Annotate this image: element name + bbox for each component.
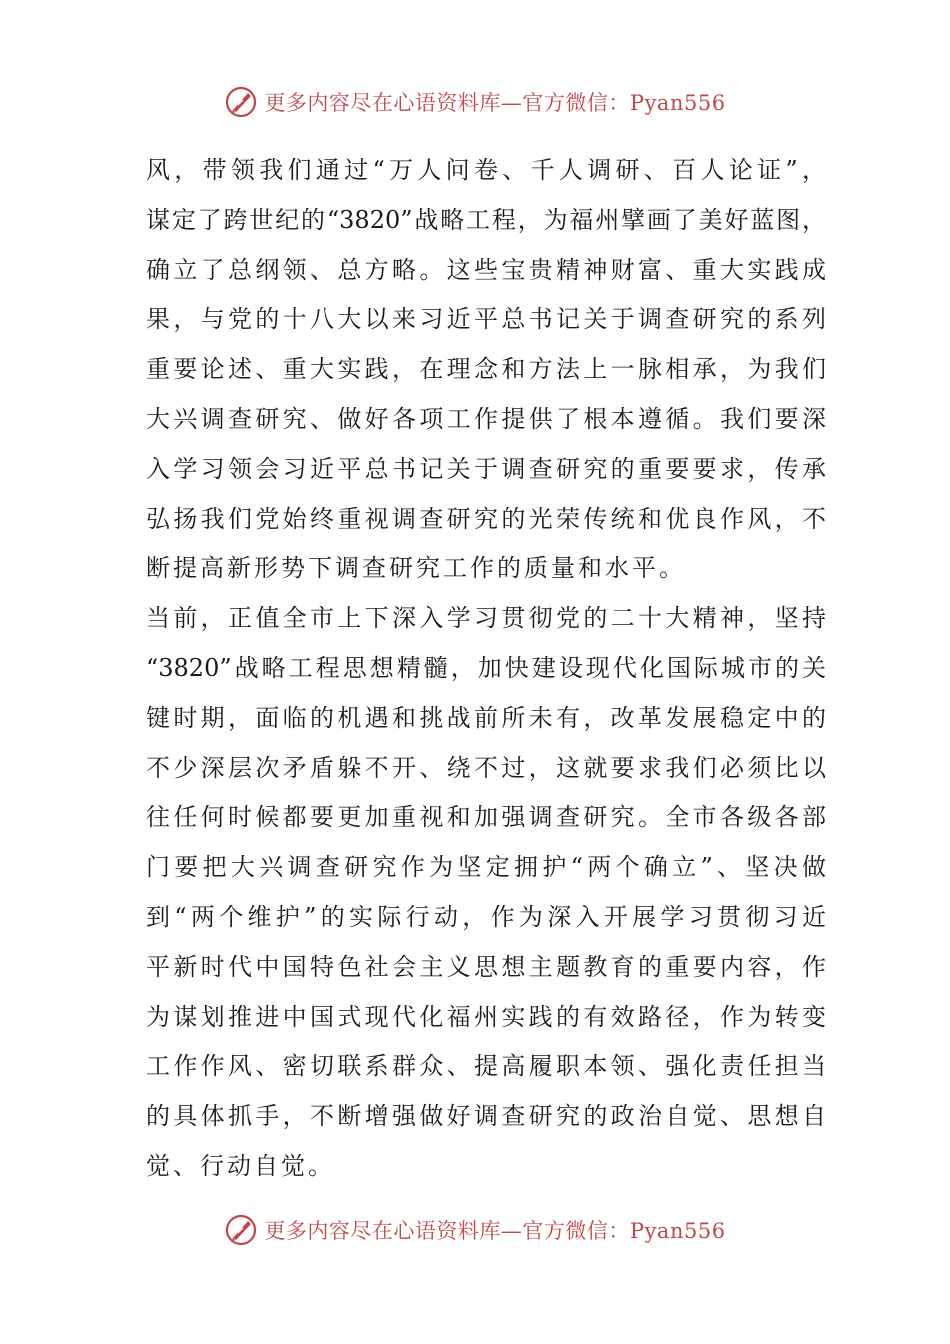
body-line: 当前，正值全市上下深入学习贯彻党的二十大精神，坚持 (146, 604, 826, 633)
body-line: 果，与党的十八大以来习近平总书记关于调查研究的系列 (146, 305, 826, 334)
body-line: 入学习领会习近平总书记关于调查研究的重要要求，传承 (146, 454, 826, 483)
body-line: 风，带领我们通过“万人问卷、千人调研、百人论证”， (146, 156, 826, 184)
body-line: 觉、行动自觉。 (146, 1151, 335, 1180)
body-line: 不少深层次矛盾躲不开、绕不过，这就要求我们必须比以 (146, 753, 826, 782)
body-line: 工作作风、密切联系群众、提高履职本领、强化责任担当 (146, 1052, 826, 1081)
footer-banner (0, 1208, 950, 1252)
body-line: 往任何时候都要更加重视和加强调查研究。全市各级各部 (146, 803, 826, 832)
document-body (146, 146, 826, 1192)
body-line: 大兴调查研究、做好各项工作提供了根本遵循。我们要深 (146, 404, 826, 433)
body-line: 门要把大兴调查研究作为坚定拥护“两个确立”、坚决做 (146, 853, 826, 882)
body-line: 重要论述、重大实践，在理念和方法上一脉相承，为我们 (146, 355, 826, 384)
body-line: 的具体抓手，不断增强做好调查研究的政治自觉、思想自 (146, 1102, 826, 1131)
quill-pen-seal-icon (224, 85, 258, 119)
body-line: 为谋划推进中国式现代化福州实践的有效路径，作为转变 (146, 1002, 826, 1031)
header-banner (0, 80, 950, 124)
banner-text: 更多内容尽在心语资料库—官方微信：Pyan556 (264, 1219, 726, 1243)
body-line: 弘扬我们党始终重视调查研究的光荣传统和优良作风，不 (146, 504, 826, 533)
body-line: 确立了总纲领、总方略。这些宝贵精神财富、重大实践成 (146, 255, 826, 284)
body-line: “3820”战略工程思想精髓，加快建设现代化国际城市的关 (146, 653, 826, 682)
banner-text: 更多内容尽在心语资料库—官方微信：Pyan556 (264, 91, 726, 115)
body-line: 断提高新形势下调查研究工作的质量和水平。 (146, 554, 686, 583)
body-line: 到“两个维护”的实际行动，作为深入开展学习贯彻习近 (146, 902, 826, 931)
body-line: 键时期，面临的机遇和挑战前所未有，改革发展稳定中的 (146, 703, 826, 732)
quill-pen-seal-icon (224, 1213, 258, 1247)
body-line: 谋定了跨世纪的“3820”战略工程，为福州擘画了美好蓝图， (146, 205, 826, 234)
body-line: 平新时代中国特色社会主义思想主题教育的重要内容，作 (146, 952, 826, 981)
